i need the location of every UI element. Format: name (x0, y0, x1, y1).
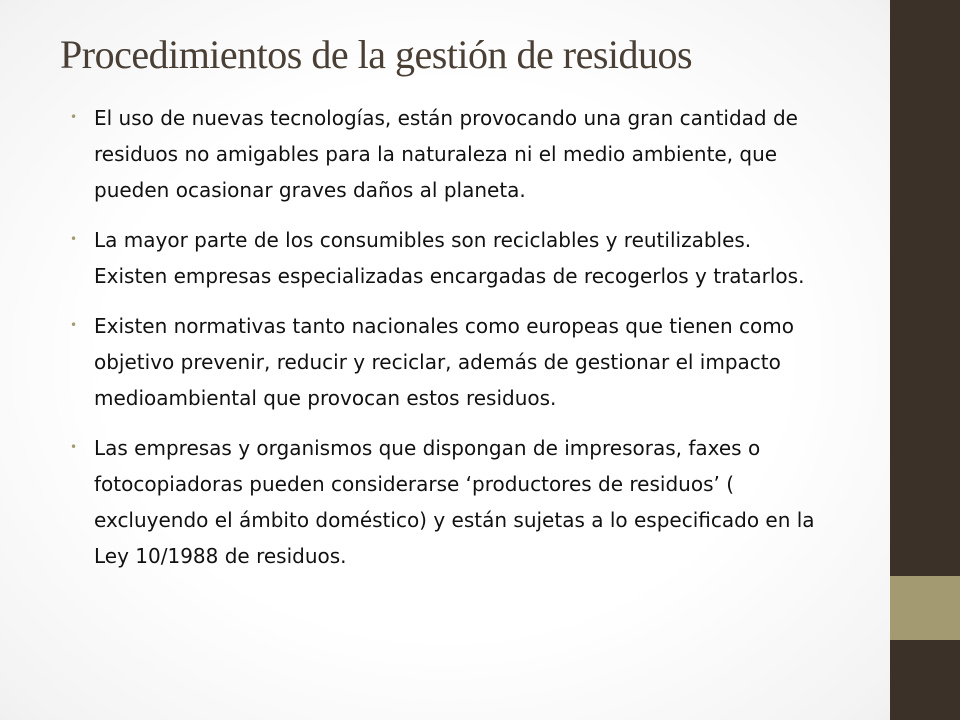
bullet-marker-icon: • (70, 110, 78, 124)
bullet-text: Existen normativas tanto nacionales como europeas que tienen como objetivo prevenir, reducir y reciclar, además de gestionar el impacto medioambiental que provocan estos residuos. (94, 314, 794, 410)
bullet-item-empresas (70, 430, 820, 574)
bullet-text: Las empresas y organismos que dispongan de impresoras, faxes o fotocopiadoras pueden considerarse ‘productores de residuos’ ( excluyendo el ámbito doméstico) y están sujetas a lo especificado en la Ley 10/1988 de residuos. (94, 436, 815, 568)
bullet-marker-icon: • (70, 318, 78, 332)
slide-title: Procedimientos de la gestión de residuos (60, 32, 693, 77)
bullet-item-tecnologias (70, 100, 820, 208)
decorative-side-accent (890, 576, 960, 640)
bullet-text: La mayor parte de los consumibles son reciclables y reutilizables. Existen empresas especializadas encargadas de recogerlos y tratarlos. (94, 228, 805, 288)
bullet-marker-icon: • (70, 232, 78, 246)
bullet-text: El uso de nuevas tecnologías, están provocando una gran cantidad de residuos no amigables para la naturaleza ni el medio ambiente, que pueden ocasionar graves daños al planeta. (94, 106, 798, 202)
bullet-item-normativas (70, 308, 820, 416)
bullet-marker-icon: • (70, 440, 78, 454)
bullet-list (70, 100, 820, 588)
bullet-item-consumibles (70, 222, 820, 294)
